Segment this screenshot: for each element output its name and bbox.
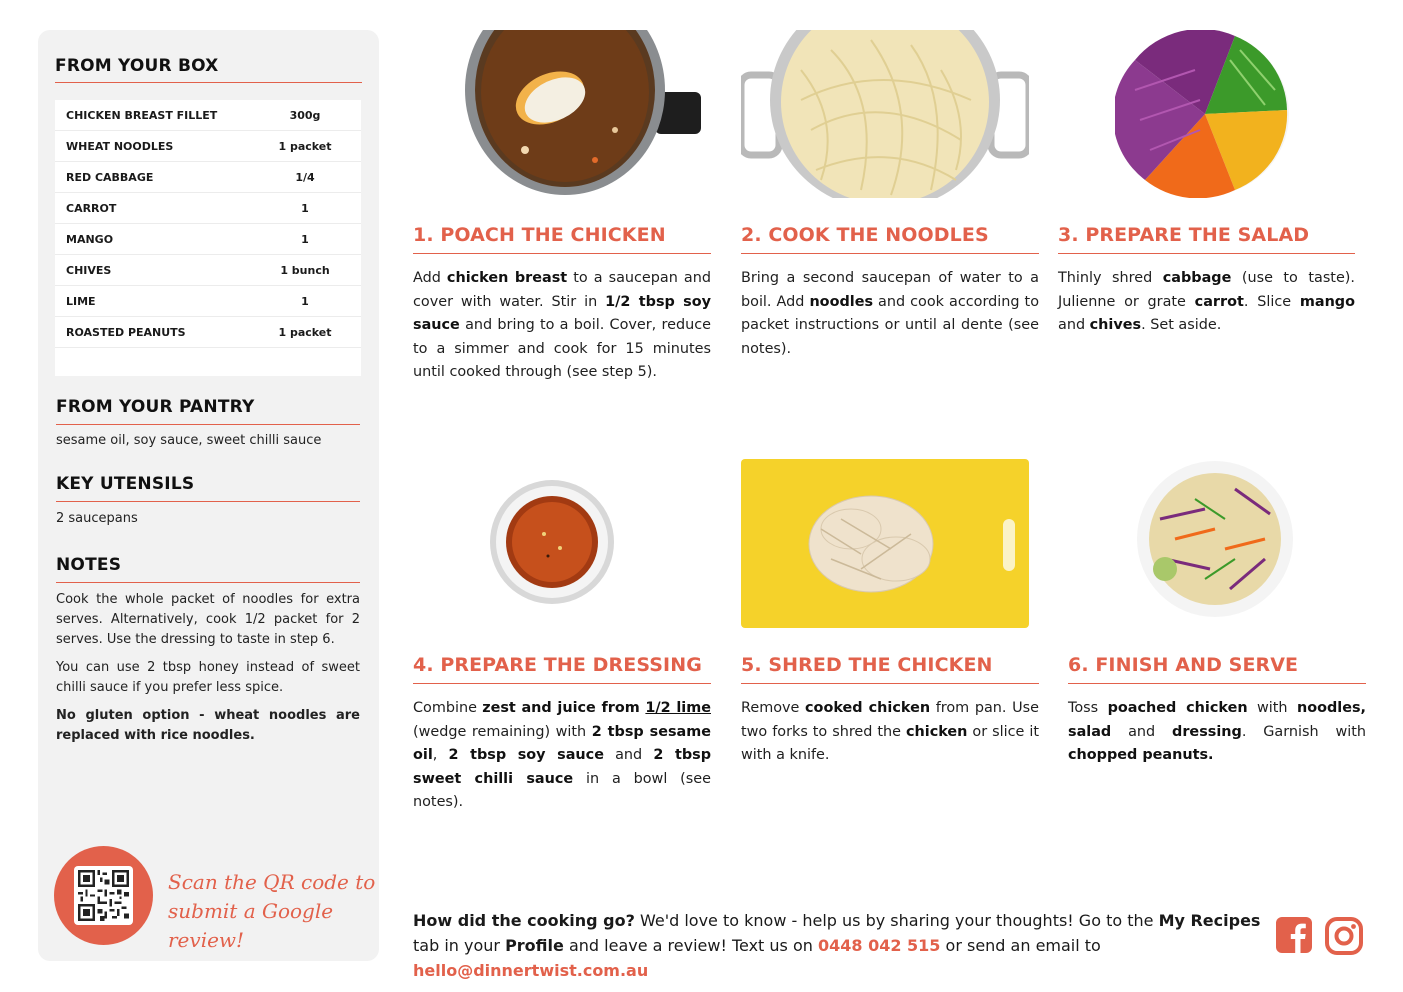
qr-badge[interactable] <box>54 846 153 945</box>
step-6-title: 6. FINISH AND SERVE <box>1068 654 1299 676</box>
pantry-text: sesame oil, soy sauce, sweet chilli sauce <box>56 433 322 448</box>
poached-chicken-image <box>455 30 705 198</box>
pantry-rule <box>56 424 360 425</box>
step-4-title: 4. PREPARE THE DRESSING <box>413 654 702 676</box>
ingredients-table <box>55 100 361 376</box>
ingredient-name: MANGO <box>66 232 114 246</box>
box-title-rule <box>55 82 362 83</box>
step-3-title: 3. PREPARE THE SALAD <box>1058 224 1310 246</box>
ingredient-qty: 300g <box>289 108 321 122</box>
note-3: No gluten option - wheat noodles are replaced with rice noodles. <box>56 708 360 743</box>
note-2: You can use 2 tbsp honey instead of sweet chilli sauce if you prefer less spice. <box>56 660 360 695</box>
step-1-text: Add chicken breast to a saucepan and cover with water. Stir in 1/2 tbsp soy sauce and bring to a boil. Cover, reduce to a simmer and cook for 15 minutes until cooked through (see step 5). <box>413 270 711 380</box>
step-4-rule <box>413 683 711 684</box>
ingredient-name: CHIVES <box>66 263 112 277</box>
qr-caption-line1: Scan the QR code to <box>168 870 376 894</box>
ingredient-row <box>55 286 361 317</box>
utensils-title: KEY UTENSILS <box>56 474 195 494</box>
notes-body <box>56 590 360 754</box>
step-3-text: Thinly shred cabbage (use to taste). Julienne or grate carrot. Slice mango and chives. Set aside. <box>1058 270 1355 333</box>
box-title: FROM YOUR BOX <box>55 56 219 76</box>
ingredient-name: RED CABBAGE <box>66 170 154 184</box>
step-5-title: 5. SHRED THE CHICKEN <box>741 654 993 676</box>
ingredient-name: CARROT <box>66 201 117 215</box>
ingredient-name: CHICKEN BREAST FILLET <box>66 108 218 122</box>
ingredient-row <box>55 193 361 224</box>
noodles-image <box>741 30 1029 198</box>
ingredient-qty: 1 packet <box>278 139 332 153</box>
email-link[interactable]: hello@dinnertwist.com.au <box>413 961 649 980</box>
note-1: Cook the whole packet of noodles for extra serves. Alternatively, cook 1/2 packet for 2 serves. Use the dressing to taste in step 6. <box>56 592 360 647</box>
step-2-title: 2. COOK THE NOODLES <box>741 224 989 246</box>
facebook-icon[interactable] <box>1276 917 1314 955</box>
step-1-rule <box>413 253 711 254</box>
notes-rule <box>56 582 360 583</box>
finished-dish-image <box>1135 459 1295 619</box>
step-6-text: Toss poached chicken with noodles, salad and dressing. Garnish with chopped peanuts. <box>1068 700 1366 763</box>
step-2-rule <box>741 253 1039 254</box>
ingredient-row <box>55 131 361 162</box>
review-footer: How did the cooking go? We'd love to know - help us by sharing your thoughts! Go to the My Recipes tab in your Profile and leave a review! Text us on 0448 042 515 or send an email to hello@dinnertwist.com.au <box>413 911 1261 980</box>
qr-caption <box>168 868 379 955</box>
qr-code-icon[interactable] <box>74 866 133 925</box>
step-2-text: Bring a second saucepan of water to a boil. Add noodles and cook according to packet instructions or until al dente (see notes). <box>741 270 1039 357</box>
ingredient-name: WHEAT NOODLES <box>66 139 174 153</box>
ingredient-qty: 1 <box>301 294 309 308</box>
ingredient-row <box>55 255 361 286</box>
ingredient-row <box>55 317 361 348</box>
step-3-rule <box>1058 253 1355 254</box>
utensils-rule <box>56 501 360 502</box>
ingredient-row <box>55 100 361 131</box>
ingredient-qty: 1 packet <box>278 325 332 339</box>
step-1-title: 1. POACH THE CHICKEN <box>413 224 666 246</box>
step-5-text: Remove cooked chicken from pan. Use two forks to shred the chicken or slice it with a knife. <box>741 700 1039 763</box>
ingredient-qty: 1 <box>301 201 309 215</box>
ingredient-row <box>55 162 361 193</box>
ingredient-qty: 1 bunch <box>280 263 330 277</box>
notes-title: NOTES <box>56 555 122 575</box>
ingredient-name: LIME <box>66 294 96 308</box>
qr-caption-line2: submit a Google review! <box>168 899 334 952</box>
instagram-icon[interactable] <box>1325 917 1363 955</box>
utensils-text: 2 saucepans <box>56 511 138 526</box>
ingredient-name: ROASTED PEANUTS <box>66 325 186 339</box>
dressing-image <box>488 478 616 606</box>
sidebar-panel <box>38 30 379 961</box>
phone-link[interactable]: 0448 042 515 <box>817 936 941 955</box>
ingredient-qty: 1/4 <box>295 170 315 184</box>
step-6-rule <box>1068 683 1366 684</box>
ingredient-qty: 1 <box>301 232 309 246</box>
step-4-text: Combine zest and juice from 1/2 lime (wedge remaining) with 2 tbsp sesame oil, 2 tbsp soy sauce and 2 tbsp sweet chilli sauce in a bowl (see notes). <box>413 700 711 810</box>
shredded-chicken-image <box>741 459 1029 628</box>
salad-image <box>1115 30 1295 198</box>
step-5-rule <box>741 683 1039 684</box>
pantry-title: FROM YOUR PANTRY <box>56 397 255 417</box>
ingredient-row <box>55 224 361 255</box>
